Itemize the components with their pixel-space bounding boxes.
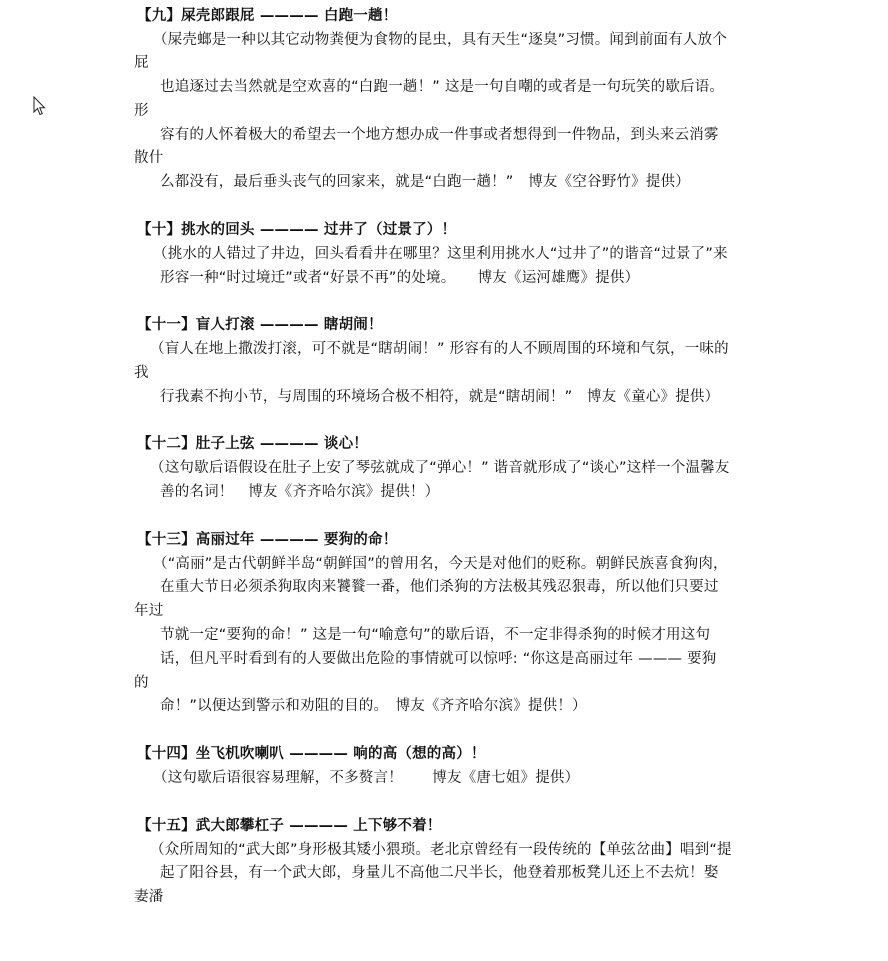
section-12-line-1: （这句歇后语假设在肚子上安了琴弦就成了“弹心！” 谐音就形成了“谈心”这样一个温馨友 bbox=[150, 460, 730, 476]
section-13-line-1: （“高丽”是古代朝鲜半岛“朝鲜国”的曾用名，今天是对他们的贬称。朝鲜民族喜食狗肉， bbox=[153, 556, 728, 572]
section-12-line-2: 善的名词！ 博友《齐齐哈尔滨》提供！） bbox=[160, 484, 440, 500]
section-15-line-3: 妻潘 bbox=[134, 889, 164, 905]
section-9-line-7: 么都没有，最后垂头丧气的回家来，就是“白跑一趟！” 博友《空谷野竹》提供） bbox=[160, 174, 690, 190]
section-11-line-3: 行我素不拘小节，与周围的环境场合极不相符，就是“瞎胡闹！” 博友《童心》提供） bbox=[160, 389, 720, 405]
section-9-line-6: 散什 bbox=[134, 150, 164, 166]
section-10-line-2: 形容一种“时过境迁”或者“好景不再”的处境。 博友《运河雄鹰》提供） bbox=[160, 270, 640, 286]
section-15-line-1: （众所周知的“武大郎”身形极其矮小猥琐。老北京曾经有一段传统的【单弦岔曲】唱到“提 bbox=[150, 842, 732, 858]
section-13-line-3: 年过 bbox=[134, 603, 164, 619]
section-9-line-4: 形 bbox=[134, 103, 149, 119]
section-15-title: 【十五】武大郎攀杠子 ———— 上下够不着！ bbox=[137, 818, 442, 834]
section-14-title: 【十四】坐飞机吹喇叭 ———— 响的高（想的高）！ bbox=[137, 746, 486, 762]
section-9-line-3: 也追逐过去当然就是空欢喜的“白跑一趟！” 这是一句自嘲的或者是一句玩笑的歇后语。 bbox=[160, 79, 725, 95]
section-13-line-5: 话，但凡平时看到有的人要做出危险的事情就可以惊呼: “你这是高丽过年 ——— 要狗 bbox=[160, 651, 717, 667]
section-13-line-7: 命！”以便达到警示和劝阻的目的。 博友《齐齐哈尔滨》提供！） bbox=[160, 698, 587, 714]
section-11-line-2: 我 bbox=[134, 365, 149, 381]
section-9-line-5: 容有的人怀着极大的希望去一个地方想办成一件事或者想得到一件物品，到头来云消雾 bbox=[160, 127, 719, 143]
section-9-title: 【九】屎壳郎跟屁 ———— 白跑一趟！ bbox=[137, 8, 398, 24]
section-13-line-2: 在重大节日必须杀狗取肉来饕餮一番，他们杀狗的方法极其残忍狠毒，所以他们只要过 bbox=[160, 579, 719, 595]
section-15-line-2: 起了阳谷县，有一个武大郎，身量儿不高他二尺半长，他登着那板凳儿还上不去炕！娶 bbox=[160, 865, 719, 881]
section-10-line-1: （挑水的人错过了井边，回头看看井在哪里？这里利用挑水人“过井了”的谐音“过景了”来 bbox=[153, 246, 728, 262]
section-13-line-6: 的 bbox=[134, 675, 149, 691]
section-12-title: 【十二】肚子上弦 ———— 谈心！ bbox=[137, 436, 368, 452]
mouse-pointer-icon bbox=[33, 96, 47, 116]
section-11-title: 【十一】盲人打滚 ———— 瞎胡闹！ bbox=[137, 317, 383, 333]
section-11-line-1: （盲人在地上撒泼打滚，可不就是“瞎胡闹！” 形容有的人不顾周围的环境和气氛，一味的 bbox=[150, 341, 729, 357]
section-13-title: 【十三】高丽过年 ———— 要狗的命！ bbox=[137, 532, 398, 548]
section-9-line-2: 屁 bbox=[134, 55, 149, 71]
section-9-line-1: （屎壳螂是一种以其它动物粪便为食物的昆虫，具有天生“逐臭”习惯。闻到前面有人放个 bbox=[153, 32, 728, 48]
section-14-line-1: （这句歇后语很容易理解，不多赘言！ 博友《唐七姐》提供） bbox=[153, 770, 580, 786]
section-10-title: 【十】挑水的回头 ———— 过井了（过景了）！ bbox=[137, 222, 457, 238]
section-13-line-4: 节就一定“要狗的命！” 这是一句“喻意句”的歇后语，不一定非得杀狗的时候才用这句 bbox=[160, 627, 711, 643]
